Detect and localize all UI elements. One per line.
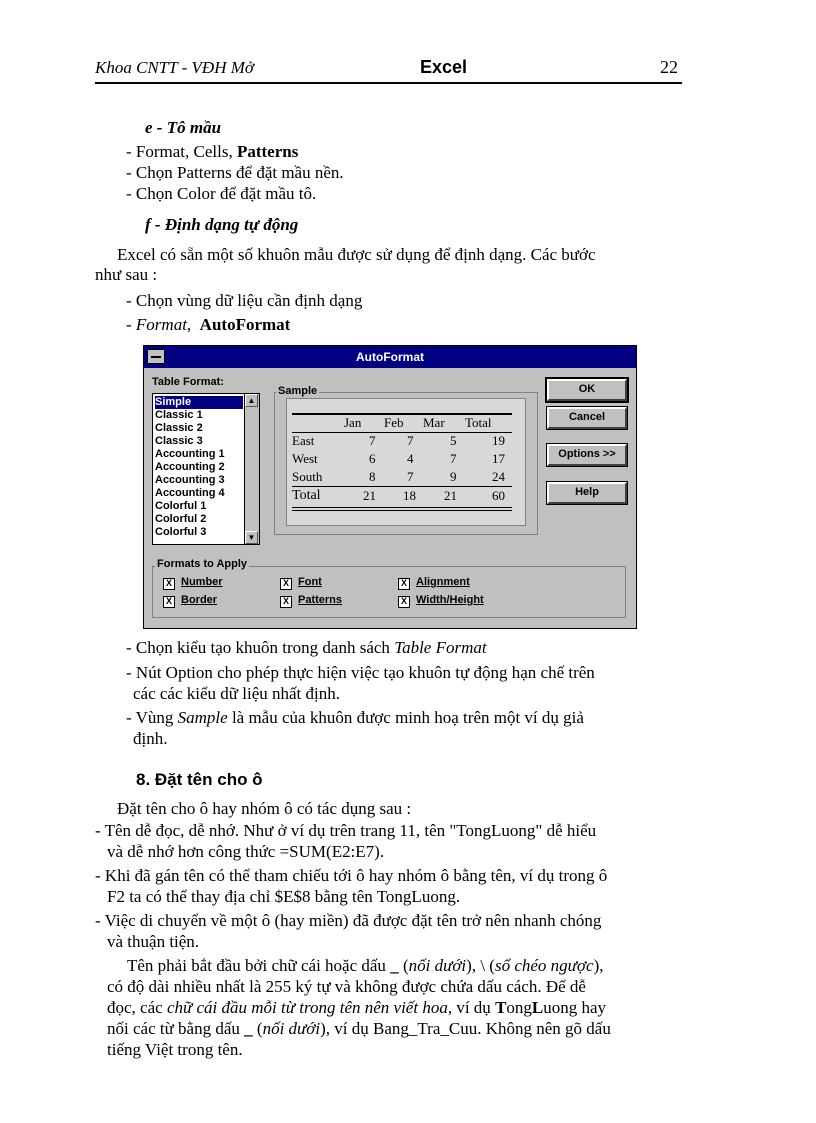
- width-height-checkbox[interactable]: [398, 594, 484, 608]
- bullet-sample-line2: định.: [133, 729, 168, 748]
- text-run: (: [398, 956, 409, 975]
- list-item[interactable]: Classic 3: [155, 435, 203, 447]
- bullet-text: là mẫu của khuôn được minh hoạ trên một ví dụ giả: [227, 708, 584, 727]
- bullet-option-line1: - Nút Option cho phép thực hiện việc tạo khuôn tự động hạn chế trên: [126, 663, 595, 682]
- sample-row-label: West: [292, 451, 318, 466]
- patterns-checkbox[interactable]: [280, 594, 342, 608]
- sample-cell: 7: [369, 433, 376, 448]
- section-8-p2-line2: F2 ta có thể thay địa chỉ $E$8 bằng tên TongLuong.: [107, 887, 461, 906]
- section-8-intro: Đặt tên cho ô hay nhóm ô có tác dụng sau :: [117, 799, 412, 818]
- section-f-item2-italic: Format,: [135, 315, 192, 334]
- text-run-bold: _: [390, 956, 399, 975]
- sample-preview: [286, 398, 526, 526]
- checkbox-label: Border: [181, 594, 218, 606]
- section-8-p2-line1: - Khi đã gán tên có thể tham chiếu tới ô hay nhóm ô bằng tên, ví dụ trong ô: [95, 866, 608, 885]
- list-item[interactable]: Colorful 2: [155, 513, 207, 525]
- text-run: ), ví dụ Bang_Tra_Cuu. Không nên gõ dấu: [320, 1019, 611, 1038]
- sample-cell: 17: [492, 451, 505, 466]
- bullet-italic: Table Format: [394, 638, 487, 657]
- section-8-last-line5: tiếng Việt trong tên.: [107, 1040, 243, 1059]
- checkbox-label: Alignment: [416, 576, 470, 588]
- text-run: (: [252, 1019, 263, 1038]
- checkbox-label: Number: [181, 576, 223, 588]
- sample-header: Mar: [423, 415, 445, 430]
- sample-cell: 24: [492, 469, 505, 484]
- section-e-line3: - Chọn Color để đặt mầu tô.: [126, 184, 317, 203]
- section-8-p1-line1: - Tên dễ đọc, dễ nhớ. Như ở ví dụ trên trang 11, tên "TongLuong" dễ hiểu: [95, 821, 597, 840]
- sample-row-label: South: [292, 469, 323, 484]
- list-item[interactable]: Colorful 3: [155, 526, 207, 538]
- section-f-para-line1: Excel có sẵn một số khuôn mẫu được sử dụng để định dạng. Các bước: [117, 245, 596, 264]
- text-run-italic: nối dưới: [408, 956, 467, 975]
- number-checkbox[interactable]: [163, 576, 223, 590]
- section-8-last-line2: có độ dài nhiều nhất là 255 ký tự và không được chứa dấu cách. Để dễ: [107, 977, 586, 996]
- checkbox-label: Font: [298, 576, 322, 588]
- options-button[interactable]: Options >>: [547, 444, 627, 466]
- section-8-p3-line1: - Việc di chuyển về một ô (hay miền) đã được đặt tên trở nên nhanh chóng: [95, 911, 602, 930]
- sample-cell: 7: [450, 451, 457, 466]
- bullet-sample-line1: [126, 707, 584, 729]
- sample-cell: 7: [407, 433, 414, 448]
- text-run: ong: [506, 998, 532, 1017]
- table-format-label: Table Format:: [152, 376, 224, 388]
- check-icon: X: [398, 578, 410, 590]
- section-e-line1-text: - Format, Cells,: [126, 142, 237, 161]
- text-run-bold: _: [244, 1019, 253, 1038]
- check-icon: X: [280, 578, 292, 590]
- sample-cell: 21: [363, 488, 376, 503]
- list-item-simple[interactable]: Simple: [155, 396, 243, 409]
- formats-group: [152, 566, 626, 618]
- section-8-p3-line2: và thuận tiện.: [107, 932, 200, 951]
- list-scrollbar[interactable]: [244, 394, 259, 544]
- bullet-text: - Vùng: [126, 708, 178, 727]
- dialog-titlebar[interactable]: [144, 346, 636, 368]
- text-run: ),: [593, 956, 604, 975]
- check-icon: X: [398, 596, 410, 608]
- sample-cell: 60: [492, 488, 505, 503]
- section-f-item1: - Chọn vùng dữ liệu cần định dạng: [126, 291, 363, 310]
- section-e-title: e - Tô mầu: [145, 118, 222, 137]
- text-run-bold: L: [531, 998, 544, 1017]
- list-item[interactable]: Classic 2: [155, 422, 203, 434]
- header-rule: [95, 82, 682, 84]
- text-run-bold: T: [495, 998, 507, 1017]
- text-run-italic: chữ cái đầu mỗi từ trong tên nên viết hoa: [166, 998, 448, 1017]
- section-e-line1: [126, 141, 298, 163]
- text-run-italic: sổ chéo ngược: [494, 956, 594, 975]
- section-e-line1-bold: Patterns: [236, 142, 299, 161]
- sample-bottom-rule: [292, 507, 512, 508]
- sample-row-label: Total: [292, 488, 321, 503]
- table-format-list[interactable]: [152, 393, 260, 545]
- text-run-italic: nối dưới: [262, 1019, 321, 1038]
- help-button[interactable]: Help: [547, 482, 627, 504]
- sample-header: Feb: [384, 415, 404, 430]
- sample-label: Sample: [278, 385, 318, 397]
- section-8-last-line3: [107, 997, 606, 1019]
- check-icon: X: [163, 596, 175, 608]
- sample-cell: 7: [407, 469, 414, 484]
- bullet-text: - Chọn kiểu tạo khuôn trong danh sách: [126, 638, 395, 657]
- autoformat-dialog: [143, 345, 637, 629]
- list-item[interactable]: Accounting 1: [155, 448, 225, 460]
- sample-bottom-rule-2: [292, 510, 512, 511]
- section-8-title: 8. Đặt tên cho ô: [136, 770, 263, 789]
- font-checkbox[interactable]: [280, 576, 322, 590]
- sample-total-rule: [292, 486, 512, 487]
- sample-cell: 19: [492, 433, 505, 448]
- check-icon: X: [163, 578, 175, 590]
- section-8-last-line4: [107, 1018, 611, 1040]
- bullet-italic: Sample: [177, 708, 228, 727]
- section-f-item2-dash: -: [126, 315, 136, 334]
- sample-cell: 6: [369, 451, 376, 466]
- sample-cell: 8: [369, 469, 376, 484]
- sample-cell: 5: [450, 433, 457, 448]
- checkbox-label: Width/Height: [416, 594, 484, 606]
- sample-cell: 4: [407, 451, 414, 466]
- alignment-checkbox[interactable]: [398, 576, 470, 590]
- text-run: ), \ (: [466, 956, 495, 975]
- border-checkbox[interactable]: [163, 594, 217, 608]
- bullet-option-line2: các các kiểu dữ liệu nhất định.: [133, 684, 340, 703]
- section-e-line2: - Chọn Patterns để đặt mầu nền.: [126, 163, 344, 182]
- text-run: , ví dụ: [447, 998, 496, 1017]
- sample-row-label: East: [292, 433, 315, 448]
- sample-header: Jan: [344, 415, 362, 430]
- section-f-para-line2: như sau :: [95, 265, 158, 284]
- list-item[interactable]: Accounting 3: [155, 474, 225, 486]
- list-item[interactable]: Accounting 2: [155, 461, 225, 473]
- cancel-button[interactable]: Cancel: [547, 407, 627, 429]
- sample-cell: 18: [403, 488, 416, 503]
- list-item[interactable]: Colorful 1: [155, 500, 207, 512]
- sample-cell: 21: [444, 488, 457, 503]
- sample-header-rule: [292, 432, 512, 433]
- scroll-down-icon[interactable]: ▼: [245, 531, 258, 544]
- section-8-p1-line2: và dễ nhớ hơn công thức =SUM(E2:E7).: [107, 842, 385, 861]
- bullet-table-format: [126, 637, 487, 659]
- text-run: Tên phải bắt đầu bởi chữ cái hoặc dấu: [127, 956, 391, 975]
- scroll-up-icon[interactable]: ▲: [245, 394, 258, 407]
- text-run: uong hay: [543, 998, 607, 1017]
- dialog-title: AutoFormat: [356, 350, 424, 364]
- list-item[interactable]: Classic 1: [155, 409, 203, 421]
- page-number: 22: [660, 57, 678, 77]
- section-f-item2-bold: AutoFormat: [199, 315, 291, 334]
- header-left: Khoa CNTT - VĐH Mở: [95, 58, 254, 77]
- list-item[interactable]: Accounting 4: [155, 487, 225, 499]
- text-run: đọc, các: [107, 998, 167, 1017]
- text-run: nối các từ bằng dấu: [107, 1019, 245, 1038]
- section-f-title: f - Định dạng tự động: [145, 215, 299, 234]
- sample-cell: 9: [450, 469, 457, 484]
- section-f-item2: [126, 314, 290, 336]
- check-icon: X: [280, 596, 292, 608]
- ok-button[interactable]: OK: [547, 379, 627, 401]
- header-title: Excel: [420, 57, 468, 77]
- formats-label: Formats to Apply: [157, 558, 248, 570]
- checkbox-label: Patterns: [298, 594, 343, 606]
- sample-header: Total: [465, 415, 492, 430]
- section-8-last-line1: [127, 955, 603, 977]
